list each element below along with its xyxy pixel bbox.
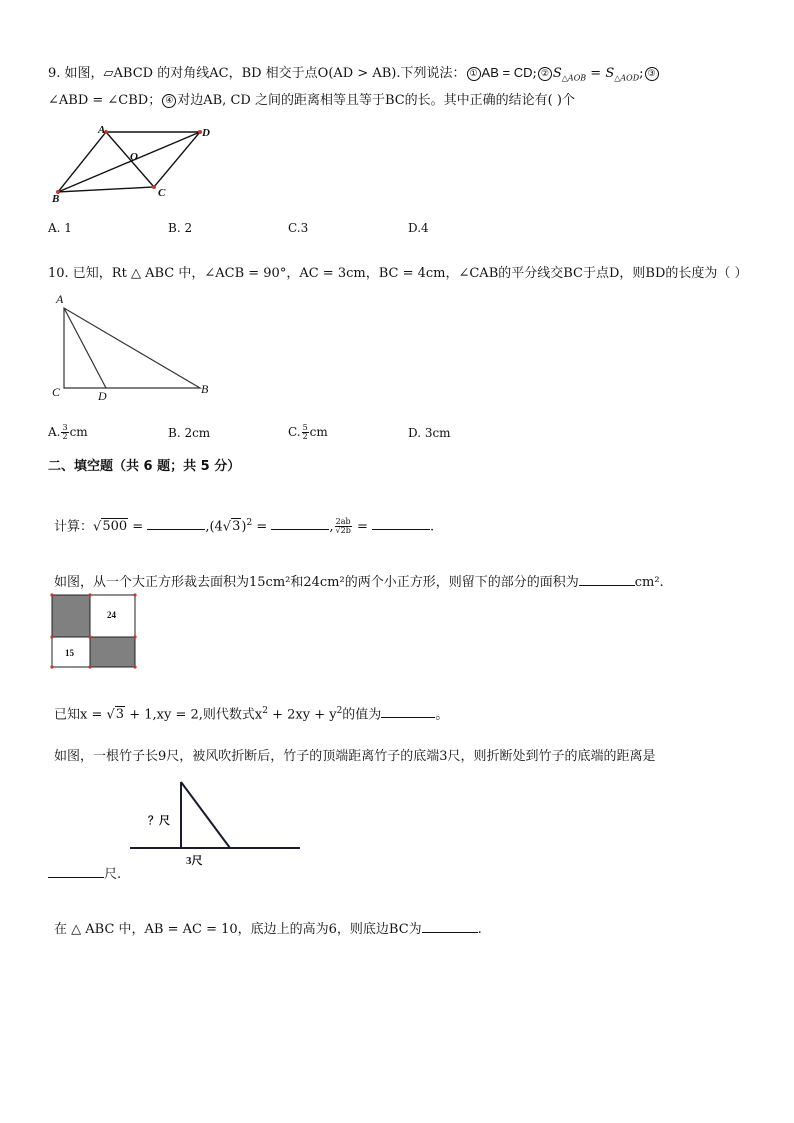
f3-sqrt-3: √3	[106, 707, 125, 723]
q10-option-a-fraction: $\frac{3}{2}$	[62, 423, 68, 441]
q9-option-a[interactable]: A. 1	[48, 221, 72, 235]
f2-shaded-square-bottom	[90, 637, 135, 667]
f4-stem: 如图，一根竹子长9尺，被风吹折断后，竹子的顶端距离竹子的底端3尺，则折断处到竹子的底端的距离是	[54, 749, 656, 764]
f2-blank[interactable]	[579, 572, 635, 586]
f2-label-15: 15	[65, 648, 74, 658]
q10-option-c-fraction: $\frac{5}{2}$	[302, 423, 308, 441]
q9-number: 9.	[48, 66, 61, 81]
f4-answer-line	[48, 864, 121, 884]
f2-shaded-square-top	[52, 595, 90, 637]
f4-bamboo-broken	[181, 782, 230, 848]
f1-sqrt-3: √3	[222, 519, 241, 535]
q9-sep-2: ;	[639, 66, 644, 81]
q10-label-d: D	[98, 389, 107, 402]
q9-mark-4: ④	[162, 94, 176, 108]
q9-label-o: O	[130, 151, 138, 163]
f1-sqrt-500: √500	[93, 519, 128, 535]
q9-label-c: C	[158, 187, 166, 199]
f2-unit: cm².	[634, 575, 664, 590]
f4-blank[interactable]	[48, 864, 104, 878]
q9-line1	[48, 64, 660, 88]
q9-diagonal-bd	[58, 132, 200, 192]
q9-statement-3: ∠ABD = ∠CBD；	[48, 93, 162, 108]
f5-text: 在 △ ABC 中，AB = AC = 10，底边上的高为6，则底边BC为	[54, 922, 422, 937]
q9-vertex-c-dot	[152, 185, 156, 189]
f4-label-base: 3尺	[186, 855, 203, 867]
f3-blank[interactable]	[381, 704, 435, 718]
f4-bamboo-figure	[128, 778, 304, 870]
q10-option-d[interactable]: D. 3cm	[408, 426, 451, 440]
q10-label-a: A	[56, 292, 64, 306]
f3-line: 已知x = √3 + 1,xy = 2,则代数式$x^2 + 2xy + y^2$的值为 。	[54, 706, 449, 723]
f1-fraction: $\frac{2ab}{√2b}$	[335, 517, 351, 536]
f5-line: 在 △ ABC 中，AB = AC = 10，底边上的高为6，则底边BC为 .	[54, 919, 482, 939]
q9-statement-4: 对边AB, CD 之间的距离相等且等于BC的长。其中正确的结论有( )个	[177, 93, 575, 108]
f2-line	[54, 572, 664, 592]
q10-stem: 10. 已知，Rt △ ABC 中，∠ACB = 90°，AC = 3cm，BC = 4cm，∠CAB的平分线交BC于点D，则BD的长度为（ ）	[48, 266, 748, 281]
f4-tail: 尺.	[104, 867, 122, 882]
f2-text: 如图，从一个大正方形裁去面积为15cm²和24cm²的两个小正方形，则留下的部分的面积为	[54, 575, 579, 590]
section-2-title: 二、填空题（共 6 题；共 5 分）	[48, 459, 241, 474]
q10-label-c: C	[52, 385, 61, 399]
q9-line2	[48, 92, 575, 110]
q10-option-b[interactable]: B. 2cm	[168, 426, 211, 440]
q9-statement-2: $S_{\triangle AOB} = S_{\triangle AOD}$	[552, 66, 640, 83]
f2-label-24: 24	[107, 610, 116, 620]
q9-mark-3: ③	[645, 67, 659, 81]
q9-option-d[interactable]: D.4	[408, 221, 429, 235]
f5-blank[interactable]	[422, 919, 478, 933]
f2-squares-figure	[50, 593, 138, 669]
f1-blank-1[interactable]	[147, 516, 205, 530]
q9-option-c[interactable]: C.3	[288, 221, 309, 235]
q9-label-a: A	[98, 124, 106, 136]
f1-line: 计算：$√500 = ,(4√3)^2$ = , $\frac{2ab}{√2b}$ = .	[54, 517, 435, 536]
f1-blank-3[interactable]	[372, 516, 430, 530]
q10-label-b: B	[201, 382, 209, 396]
q10-triangle-figure	[48, 290, 218, 402]
q9-label-b: B	[52, 193, 60, 204]
q9-intro: 如图，▱ABCD 的对角线AC，BD 相交于点O(AD > AB).下列说法：	[64, 66, 466, 81]
q10-option-c[interactable]: C. $\frac{5}{2}$ cm	[288, 423, 328, 441]
q9-statement-1: AB = CD	[481, 65, 533, 80]
q9-option-b[interactable]: B. 2	[168, 221, 193, 235]
q9-mark-2: ②	[538, 67, 552, 81]
f1-prefix: 计算：	[54, 519, 94, 535]
f1-blank-2[interactable]	[271, 516, 329, 530]
q9-mark-1: ①	[467, 67, 481, 81]
q10-option-a[interactable]: A. $\frac{3}{2}$ cm	[48, 423, 88, 441]
q9-sep-1: ;	[532, 66, 537, 81]
q9-label-d: D	[202, 127, 210, 139]
q9-parallelogram-figure	[48, 122, 218, 204]
f4-label-unknown: ？尺	[148, 815, 170, 827]
